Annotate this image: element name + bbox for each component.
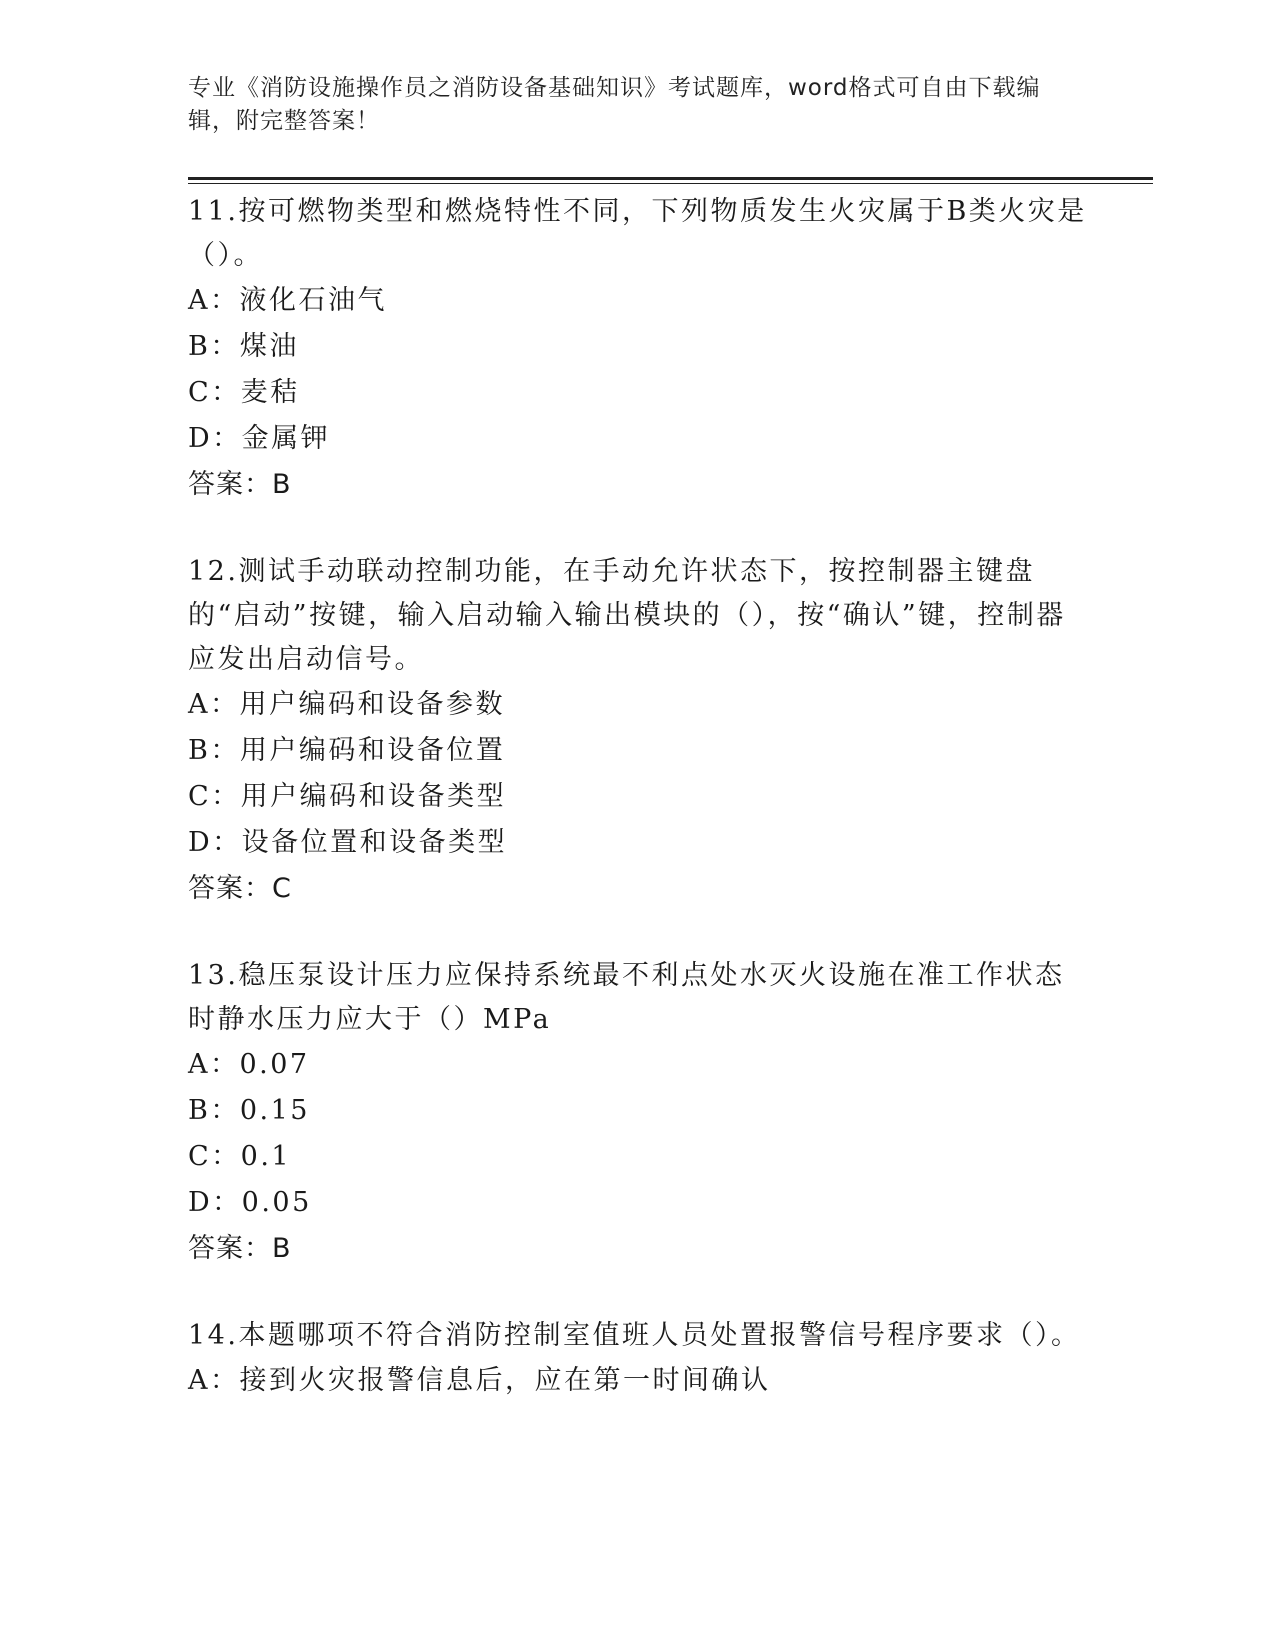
option-b: B：用户编码和设备位置 [188, 735, 506, 766]
question-text: 12.测试手动联动控制功能，在手动允许状态下，按控制器主键盘的“启动”按键，输入启动输入输出模块的（），按“确认”键，控制器应发出启动信号。 [188, 556, 1066, 675]
question-text: 13.稳压泵设计压力应保持系统最不利点处水灭火设施在准工作状态时静水压力应大于（）MPa [188, 960, 1065, 1035]
question-13 [188, 954, 1088, 1272]
option-a: A：液化石油气 [188, 285, 387, 316]
option-b: B：煤油 [188, 331, 299, 362]
question-14 [188, 1314, 1088, 1404]
answer: 答案：C [188, 873, 292, 904]
option-d: D：设备位置和设备类型 [188, 827, 508, 858]
header-divider-thick [188, 177, 1153, 180]
question-11 [188, 190, 1088, 508]
option-c: C：麦秸 [188, 377, 300, 408]
document-header: 专业《消防设施操作员之消防设备基础知识》考试题库，word格式可自由下载编辑，附完整答案！ [188, 75, 1041, 134]
option-d: D：0.05 [188, 1187, 312, 1218]
question-12 [188, 550, 1088, 912]
question-text: 11.按可燃物类型和燃烧特性不同，下列物质发生火灾属于B类火灾是（）。 [188, 196, 1087, 271]
answer: 答案：B [188, 1233, 292, 1264]
option-b: B：0.15 [188, 1095, 310, 1126]
option-a: A：接到火灾报警信息后，应在第一时间确认 [188, 1365, 771, 1396]
option-c: C：用户编码和设备类型 [188, 781, 507, 812]
option-a: A：用户编码和设备参数 [188, 689, 505, 720]
option-a: A：0.07 [188, 1049, 310, 1080]
question-text: 14.本题哪项不符合消防控制室值班人员处置报警信号程序要求（）。 [188, 1320, 1081, 1351]
option-c: C：0.1 [188, 1141, 292, 1172]
question-list [188, 190, 1088, 1446]
answer: 答案：B [188, 469, 292, 500]
header-divider-thin [188, 183, 1153, 184]
option-d: D：金属钾 [188, 423, 331, 454]
